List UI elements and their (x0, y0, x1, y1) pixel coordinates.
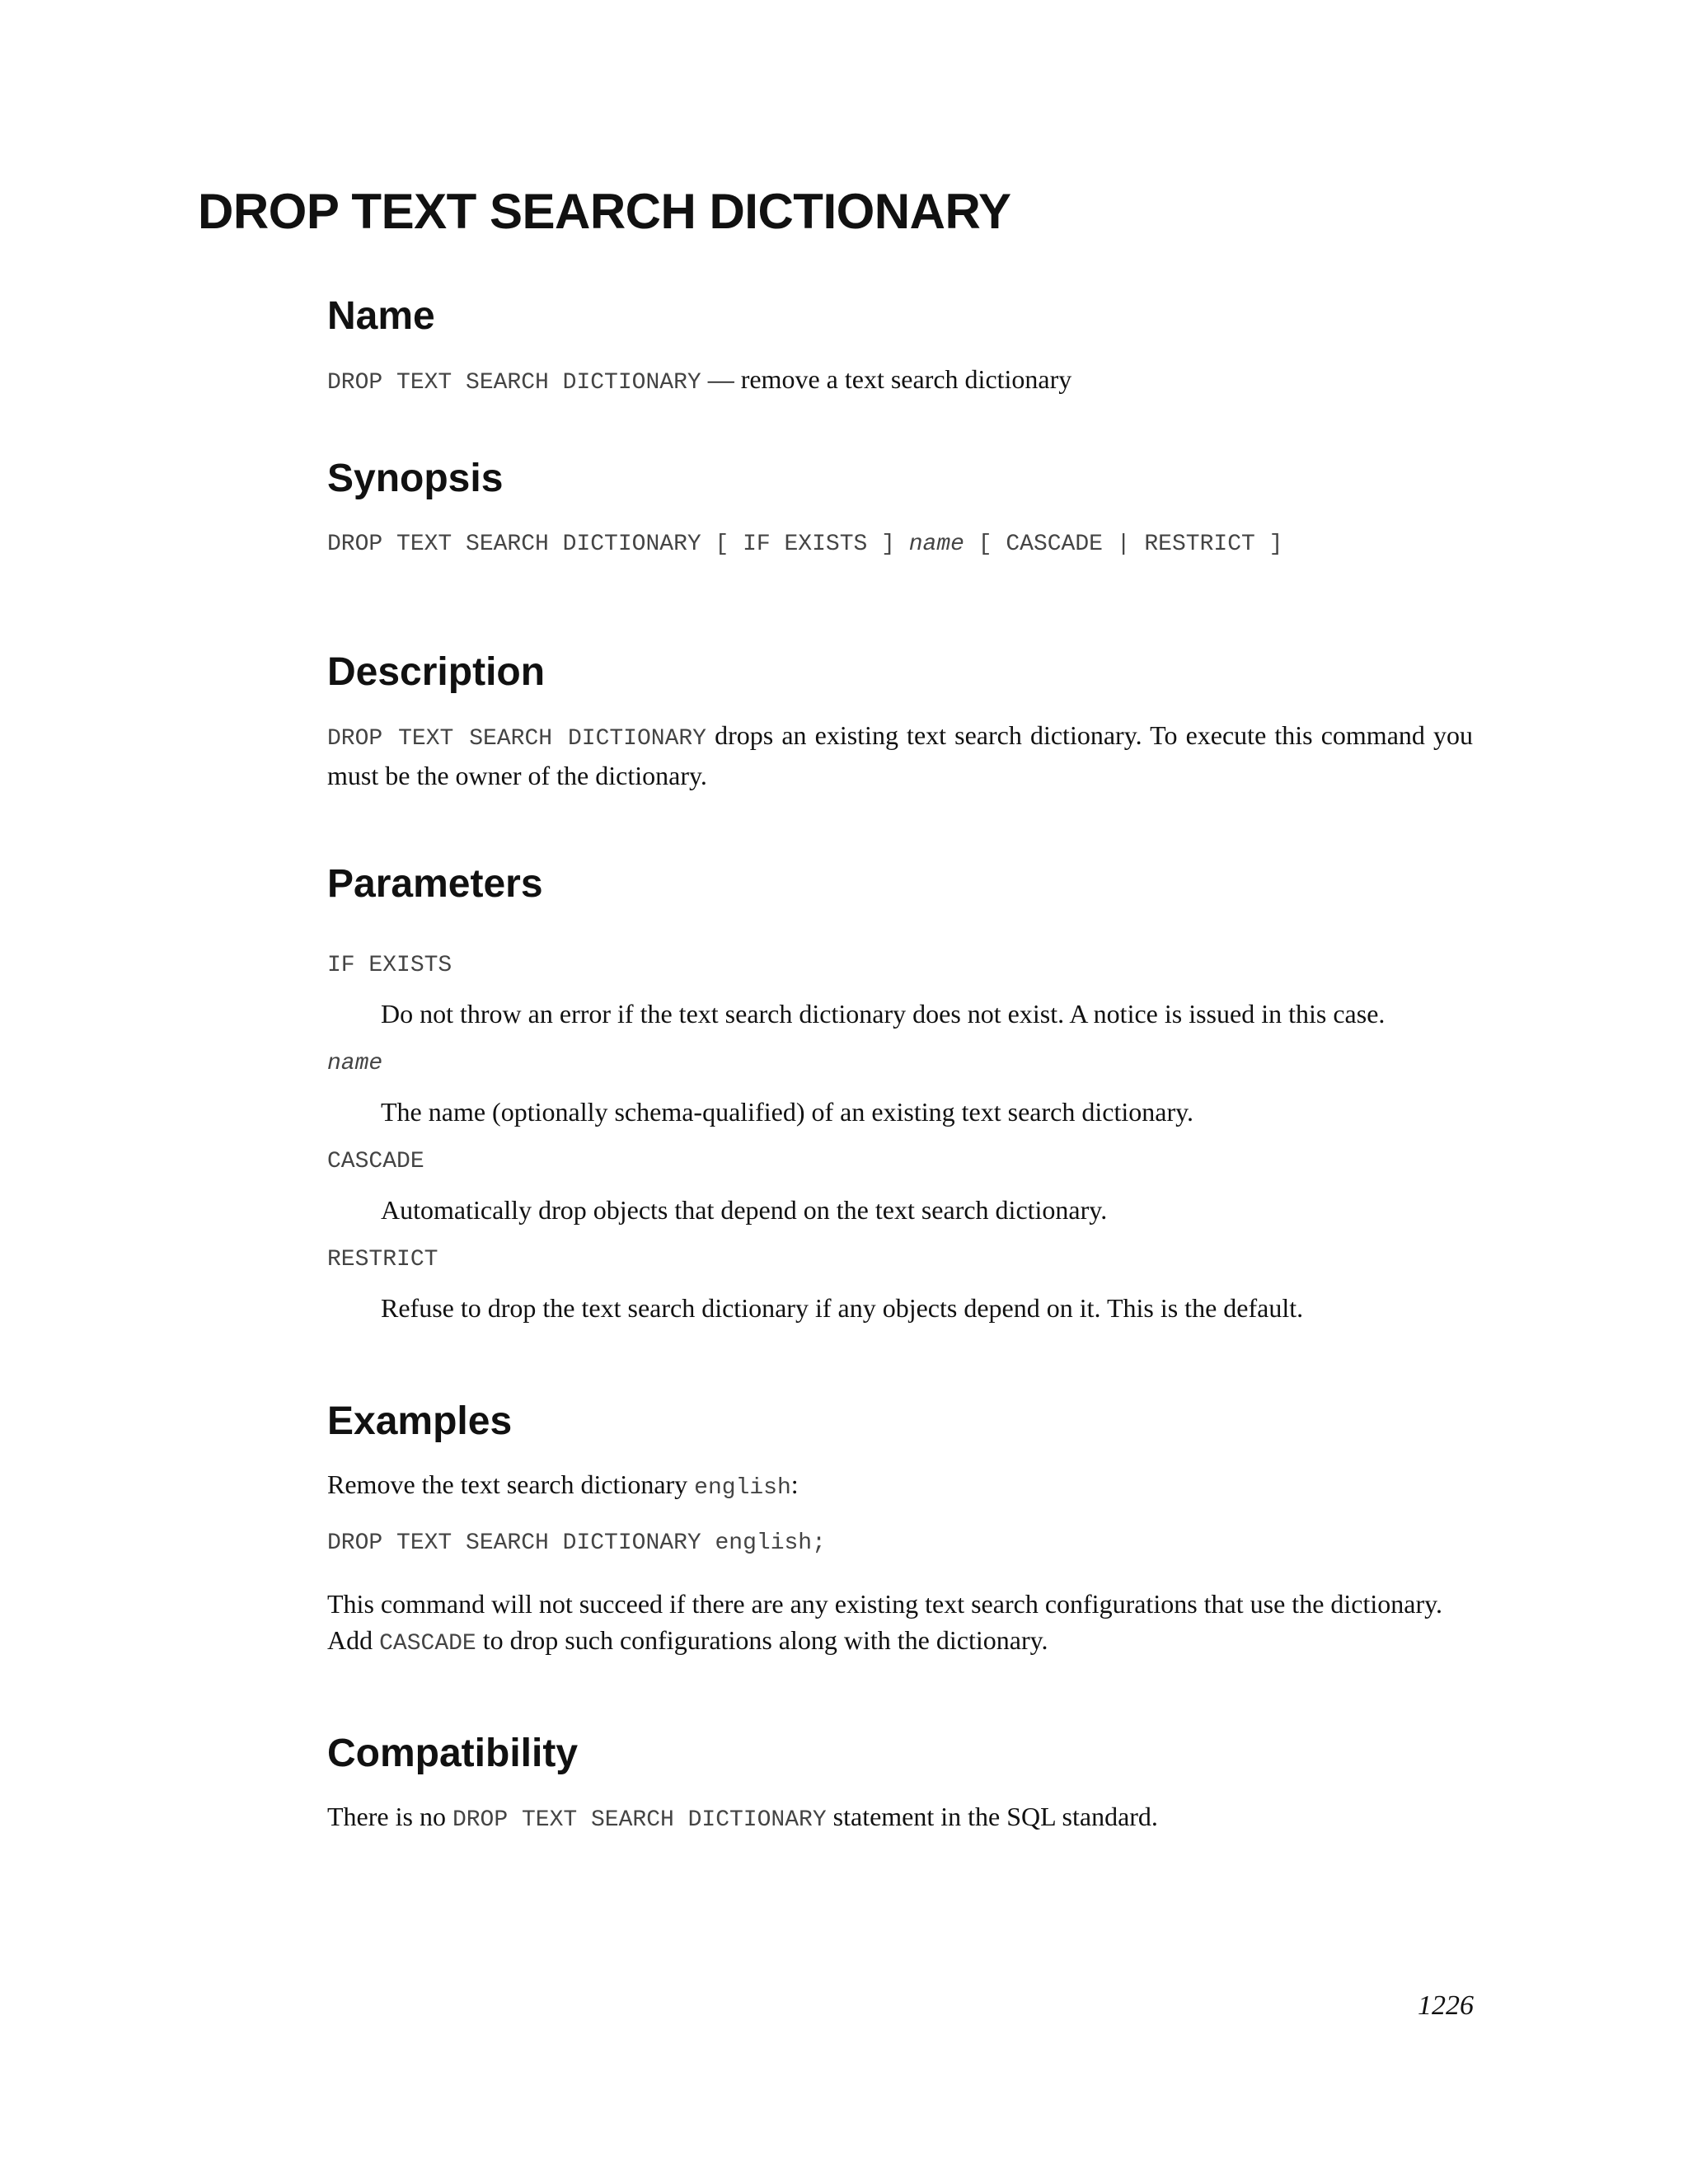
name-summary: — remove a text search dictionary (707, 364, 1072, 394)
examples-code: DROP TEXT SEARCH DICTIONARY english; (327, 1530, 826, 1556)
examples-intro-code: english (694, 1475, 791, 1501)
description-paragraph (327, 717, 1473, 794)
examples-note2-code: CASCADE (379, 1631, 476, 1657)
synopsis-heading: Synopsis (327, 457, 504, 500)
examples-note2-a: Add (327, 1625, 380, 1655)
examples-note-line1: This command will not succeed if there are any existing text search configurations that use the dictionary. (327, 1589, 1443, 1619)
examples-intro-end: : (790, 1469, 799, 1499)
compatibility-text (327, 1798, 1473, 1839)
param-term-name: name (327, 1051, 383, 1076)
synopsis-part2: [ CASCADE | RESTRICT ] (964, 532, 1283, 557)
param-term-if-exists: IF EXISTS (327, 953, 452, 978)
examples-heading: Examples (327, 1399, 513, 1443)
description-command: DROP TEXT SEARCH DICTIONARY (327, 726, 706, 752)
param-term-restrict: RESTRICT (327, 1247, 438, 1272)
compatibility-text-a: There is no (327, 1802, 452, 1831)
description-text: drops an existing text search dictionary. To execute this command you must be the owner of the dictionary. (327, 720, 1474, 790)
name-command: DROP TEXT SEARCH DICTIONARY (327, 370, 701, 396)
examples-intro (327, 1466, 1473, 1507)
description-heading: Description (327, 650, 546, 694)
compatibility-code: DROP TEXT SEARCH DICTIONARY (452, 1807, 827, 1833)
param-def-restrict: Refuse to drop the text search dictionary if any objects depend on it. This is the default. (381, 1293, 1304, 1323)
name-heading: Name (327, 294, 435, 338)
name-line (327, 361, 1473, 401)
compatibility-text-b: statement in the SQL standard. (826, 1802, 1158, 1831)
examples-intro-text: Remove the text search dictionary (327, 1469, 695, 1499)
param-def-if-exists: Do not throw an error if the text search dictionary does not exist. A notice is issued in this case. (381, 999, 1386, 1029)
compatibility-heading: Compatibility (327, 1732, 579, 1775)
param-def-name: The name (optionally schema-qualified) of an existing text search dictionary. (381, 1097, 1194, 1127)
page-number: 1226 (1418, 1990, 1474, 2021)
synopsis-part1: DROP TEXT SEARCH DICTIONARY [ IF EXISTS ] (327, 532, 909, 557)
page-title: DROP TEXT SEARCH DICTIONARY (198, 184, 1011, 239)
examples-note2-b: to drop such configurations along with the dictionary. (476, 1625, 1048, 1655)
parameters-heading: Parameters (327, 862, 543, 906)
param-term-cascade: CASCADE (327, 1149, 424, 1174)
param-def-cascade: Automatically drop objects that depend on the text search dictionary. (381, 1195, 1108, 1225)
synopsis-code (327, 532, 1282, 557)
examples-note-line2 (327, 1622, 1473, 1662)
synopsis-param: name (908, 532, 964, 557)
